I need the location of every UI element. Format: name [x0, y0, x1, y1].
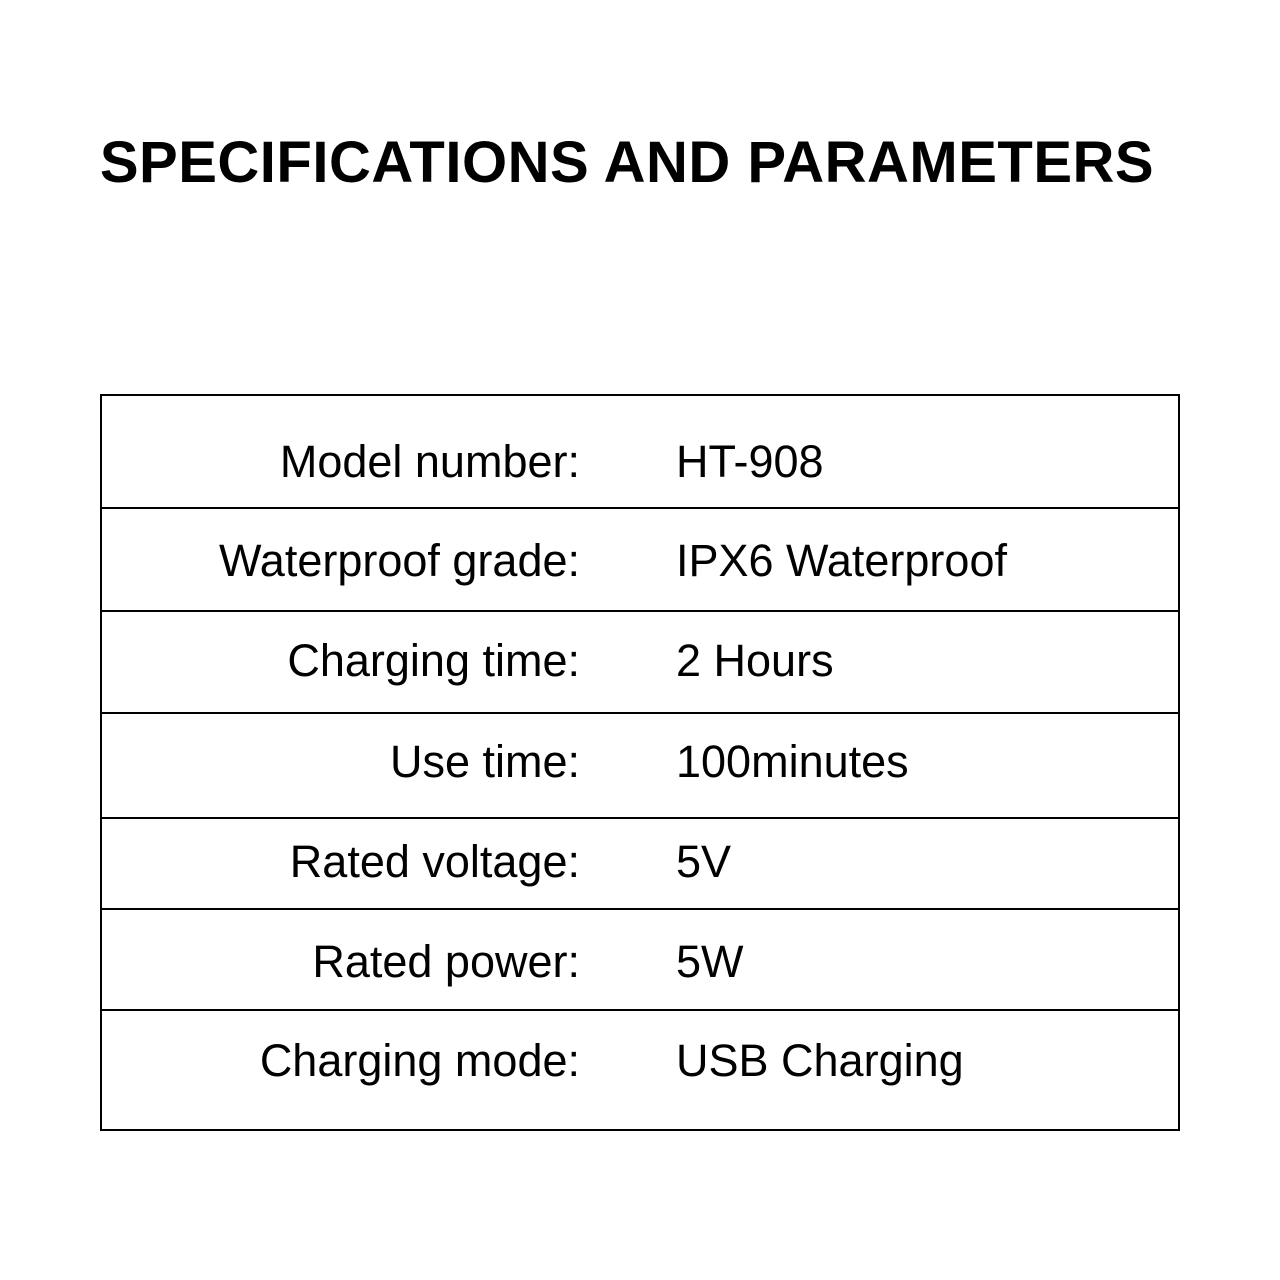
spec-row-charging-mode	[102, 1011, 1178, 1129]
spec-table	[100, 394, 1180, 1131]
spec-row-waterproof-grade	[102, 509, 1178, 612]
spec-value: 2 Hours	[676, 635, 834, 686]
spec-label: Charging mode:	[259, 1035, 580, 1086]
spec-row-model-number	[102, 396, 1178, 509]
spec-value: IPX6 Waterproof	[676, 535, 1007, 586]
spec-label: Rated power:	[312, 936, 580, 987]
spec-label: Waterproof grade:	[218, 535, 580, 586]
spec-row-rated-power	[102, 910, 1178, 1011]
spec-label: Model number:	[279, 436, 580, 487]
spec-value: 5V	[676, 836, 732, 887]
spec-label: Rated voltage:	[289, 836, 580, 887]
spec-row-rated-voltage	[102, 819, 1178, 910]
spec-label: Charging time:	[287, 635, 580, 686]
spec-value: 100minutes	[676, 736, 909, 787]
spec-label: Use time:	[389, 736, 580, 787]
spec-row-charging-time	[102, 612, 1178, 714]
page-title: SPECIFICATIONS AND PARAMETERS	[99, 130, 1155, 195]
spec-value: 5W	[676, 936, 744, 987]
spec-row-use-time	[102, 714, 1178, 819]
spec-value: USB Charging	[676, 1035, 964, 1086]
spec-value: HT-908	[676, 436, 824, 487]
